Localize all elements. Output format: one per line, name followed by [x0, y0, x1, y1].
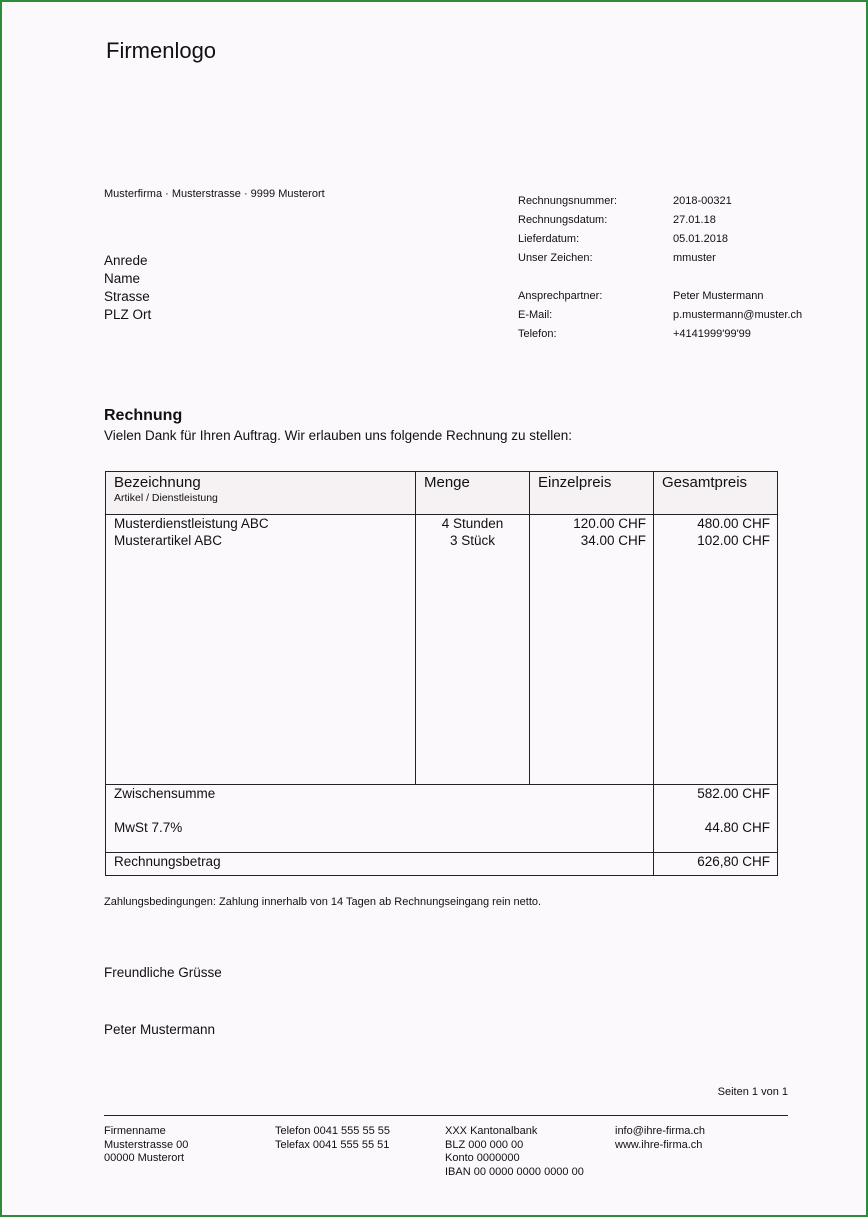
document-title: Rechnung [104, 407, 183, 424]
footer-company-city: 00000 Musterort [104, 1152, 185, 1164]
meta-phone [518, 324, 818, 343]
meta-label: Ansprechpartner: [518, 289, 603, 302]
subtotal-value: 582.00 CHF [697, 786, 770, 801]
meta-label: Lieferdatum: [518, 232, 580, 245]
subtotal-label: Zwischensumme [114, 786, 216, 801]
row-2-total: 102.00 CHF [697, 533, 770, 548]
invoice-meta [518, 191, 818, 343]
meta-email [518, 305, 818, 324]
footer-company-name: Firmenname [104, 1125, 166, 1137]
footer-bank [445, 1125, 584, 1179]
meta-label: Rechnungsnummer: [518, 194, 618, 207]
payment-terms: Zahlungsbedingungen: Zahlung innerhalb von 14 Tagen ab Rechnungseingang rein netto. [104, 896, 542, 908]
header-unit-price: Einzelpreis [538, 474, 612, 491]
meta-value: +4141999'99'99 [673, 327, 751, 340]
row-2-unit-price: 34.00 CHF [580, 533, 646, 548]
meta-value: 2018-00321 [673, 194, 732, 207]
footer-email[interactable]: info@ihre-firma.ch [615, 1125, 706, 1137]
page-number: Seiten 1 von 1 [717, 1086, 788, 1098]
meta-contact-person [518, 286, 818, 305]
grand-total-divider [106, 852, 777, 853]
meta-invoice-number [518, 191, 818, 210]
footer-divider [104, 1115, 788, 1116]
header-description-sub: Artikel / Dienstleistung [114, 492, 218, 504]
footer-company-street: Musterstrasse 00 [104, 1138, 189, 1151]
footer-telephone: Telefon 0041 555 55 55 [275, 1125, 390, 1137]
header-description: Bezeichnung [114, 474, 201, 491]
footer-web [615, 1125, 705, 1152]
meta-label: Telefon: [518, 327, 557, 340]
recipient-street: Strasse [104, 289, 150, 304]
intro-text: Vielen Dank für Ihren Auftrag. Wir erlauben uns folgende Rechnung zu stellen: [104, 428, 573, 443]
company-logo-placeholder: Firmenlogo [106, 38, 217, 63]
closing-greeting: Freundliche Grüsse [104, 965, 222, 980]
footer-bank-account: Konto 0000000 [445, 1152, 520, 1164]
row-2-description: Musterartikel ABC [114, 533, 223, 548]
recipient-name: Name [104, 271, 141, 286]
totals-divider [106, 784, 777, 785]
meta-value: 05.01.2018 [673, 232, 729, 245]
row-1-quantity: 4 Stunden [441, 516, 504, 531]
meta-delivery-date [518, 229, 818, 248]
recipient-address [104, 252, 151, 324]
meta-our-reference [518, 248, 818, 267]
meta-value: Peter Mustermann [673, 289, 764, 302]
recipient-city: PLZ Ort [104, 307, 152, 322]
sender-address-line: Musterfirma · Musterstrasse · 9999 Musterort [104, 188, 325, 200]
header-quantity: Menge [424, 474, 470, 491]
meta-label: E-Mail: [518, 308, 553, 321]
row-1-total: 480.00 CHF [697, 516, 770, 531]
meta-label: Unser Zeichen: [518, 251, 593, 264]
footer-bank-iban: IBAN 00 0000 0000 0000 00 [445, 1165, 584, 1178]
footer-phone [275, 1125, 390, 1152]
footer-fax: Telefax 0041 555 55 51 [275, 1138, 390, 1151]
footer-website[interactable]: www.ihre-firma.ch [615, 1138, 703, 1151]
grand-total-label: Rechnungsbetrag [114, 854, 221, 869]
meta-label: Rechnungsdatum: [518, 213, 608, 226]
meta-value: p.mustermann@muster.ch [673, 308, 803, 321]
recipient-salutation: Anrede [104, 253, 148, 268]
vat-label: MwSt 7.7% [114, 820, 183, 835]
row-1-unit-price: 120.00 CHF [573, 516, 646, 531]
grand-total-value: 626,80 CHF [697, 854, 770, 869]
footer-company [104, 1125, 188, 1166]
table-header [106, 472, 777, 515]
footer-bank-blz: BLZ 000 000 00 [445, 1138, 524, 1151]
meta-invoice-date [518, 210, 818, 229]
vat-value: 44.80 CHF [704, 820, 770, 835]
meta-value: mmuster [673, 251, 716, 264]
meta-value: 27.01.18 [673, 213, 716, 226]
header-total: Gesamtpreis [662, 474, 748, 491]
row-2-quantity: 3 Stück [449, 533, 496, 548]
footer-bank-name: XXX Kantonalbank [445, 1125, 538, 1137]
row-1-description: Musterdienstleistung ABC [114, 516, 269, 531]
invoice-table [105, 471, 778, 876]
signer-name: Peter Mustermann [104, 1022, 216, 1037]
